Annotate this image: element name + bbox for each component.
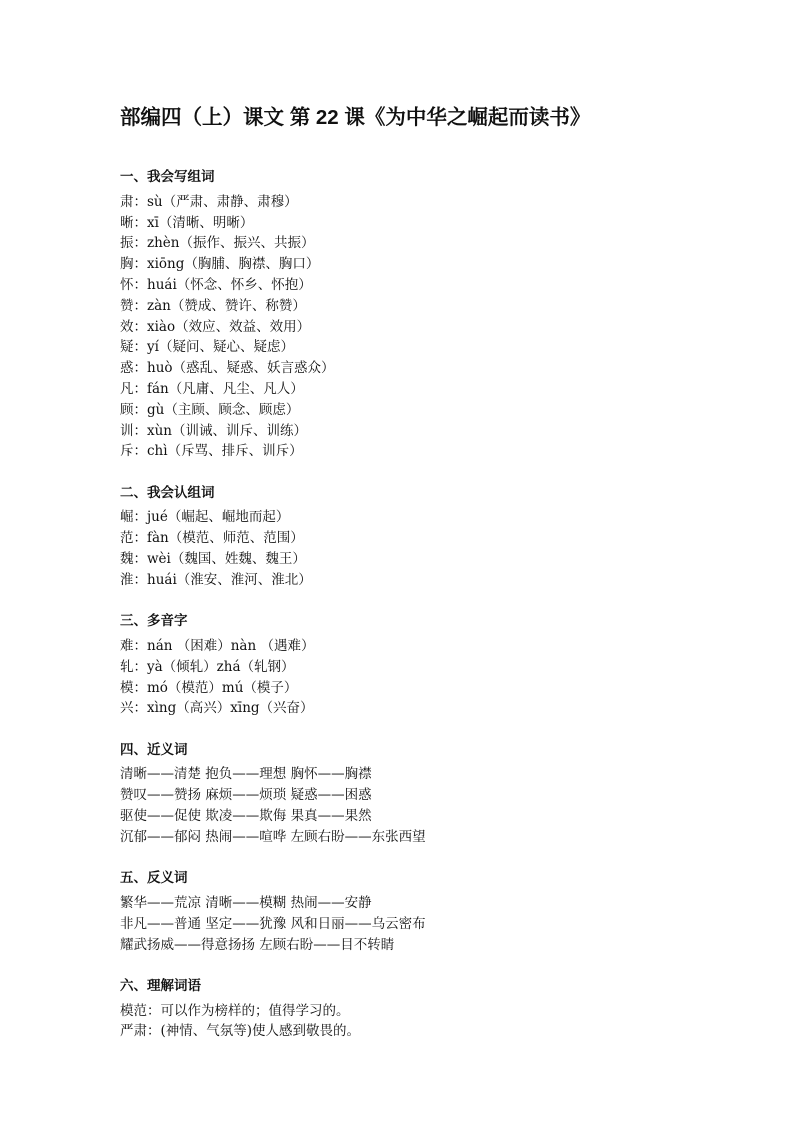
section-recognize-words: [120, 483, 740, 591]
word-entry: 非凡——普通 坚定——犹豫 风和日丽——乌云密布: [120, 915, 426, 932]
word-entry: 严肃：(神情、气氛等)使人感到敬畏的。: [120, 1023, 361, 1040]
word-entry: 斥：chì（斥骂、排斥、训斥）: [120, 443, 303, 460]
word-entry: 魏：wèi（魏国、姓魏、魏王）: [120, 551, 306, 568]
section-polyphonic-characters: [120, 611, 740, 719]
word-entry: 赞叹——赞扬 麻烦——烦琐 疑惑——困惑: [120, 787, 372, 804]
word-entry: 肃：sù（严肃、肃静、肃穆）: [120, 193, 298, 210]
word-entry: 惑：huò（惑乱、疑惑、妖言惑众）: [120, 360, 335, 377]
page-title: 部编四（上）课文 第 22 课《为中华之崛起而读书》: [120, 106, 591, 129]
word-entry: 晰：xī（清晰、明晰）: [120, 214, 254, 231]
section-heading: 六、理解词语: [120, 977, 201, 993]
word-entry: 淮：huái（淮安、淮河、淮北）: [120, 571, 312, 588]
section-word-meanings: [120, 976, 740, 1042]
word-entry: 赞：zàn（赞成、赞许、称赞）: [120, 297, 306, 314]
section-synonyms: [120, 740, 740, 848]
section-antonyms: [120, 868, 740, 955]
word-entry: 崛：jué（崛起、崛地而起）: [120, 509, 290, 526]
word-entry: 振：zhèn（振作、振兴、共振）: [120, 235, 315, 252]
word-entry: 凡：fán（凡庸、凡尘、凡人）: [120, 380, 304, 397]
word-entry: 轧：yà（倾轧）zhá（轧钢）: [120, 658, 295, 675]
word-entry: 范：fàn（模范、师范、范围）: [120, 530, 304, 547]
word-entry: 胸：xiōng（胸脯、胸襟、胸口）: [120, 256, 320, 273]
word-entry: 训：xùn（训诫、训斥、训练）: [120, 422, 308, 439]
section-heading: 四、近义词: [120, 741, 188, 757]
word-entry: 模范：可以作为榜样的；值得学习的。: [120, 1002, 350, 1019]
word-entry: 顾：gù（主顾、顾念、顾虑）: [120, 401, 300, 418]
word-entry: 繁华——荒凉 清晰——模糊 热闹——安静: [120, 894, 372, 911]
word-entry: 模：mó（模范）mú（模子）: [120, 679, 298, 696]
section-heading: 五、反义词: [120, 870, 188, 886]
word-entry: 清晰——清楚 抱负——理想 胸怀——胸襟: [120, 766, 372, 783]
word-entry: 效：xiào（效应、效益、效用）: [120, 318, 311, 335]
section-heading: 二、我会认组词: [120, 484, 215, 500]
word-entry: 兴：xìng（高兴）xīng（兴奋）: [120, 700, 314, 717]
section-write-words: [120, 167, 740, 462]
word-entry: 沉郁——郁闷 热闹——喧哗 左顾右盼——东张西望: [120, 828, 426, 845]
section-heading: 一、我会写组词: [120, 169, 215, 184]
word-entry: 怀：huái（怀念、怀乡、怀抱）: [120, 276, 312, 293]
section-heading: 三、多音字: [120, 613, 188, 629]
word-entry: 难：nán （困难）nàn （遇难）: [120, 637, 315, 654]
word-entry: 耀武扬威——得意扬扬 左顾右盼——目不转睛: [120, 936, 395, 953]
word-entry: 疑：yí（疑问、疑心、疑虑）: [120, 339, 294, 356]
word-entry: 驱使——促使 欺凌——欺侮 果真——果然: [120, 808, 372, 825]
document-page: [120, 103, 740, 1063]
